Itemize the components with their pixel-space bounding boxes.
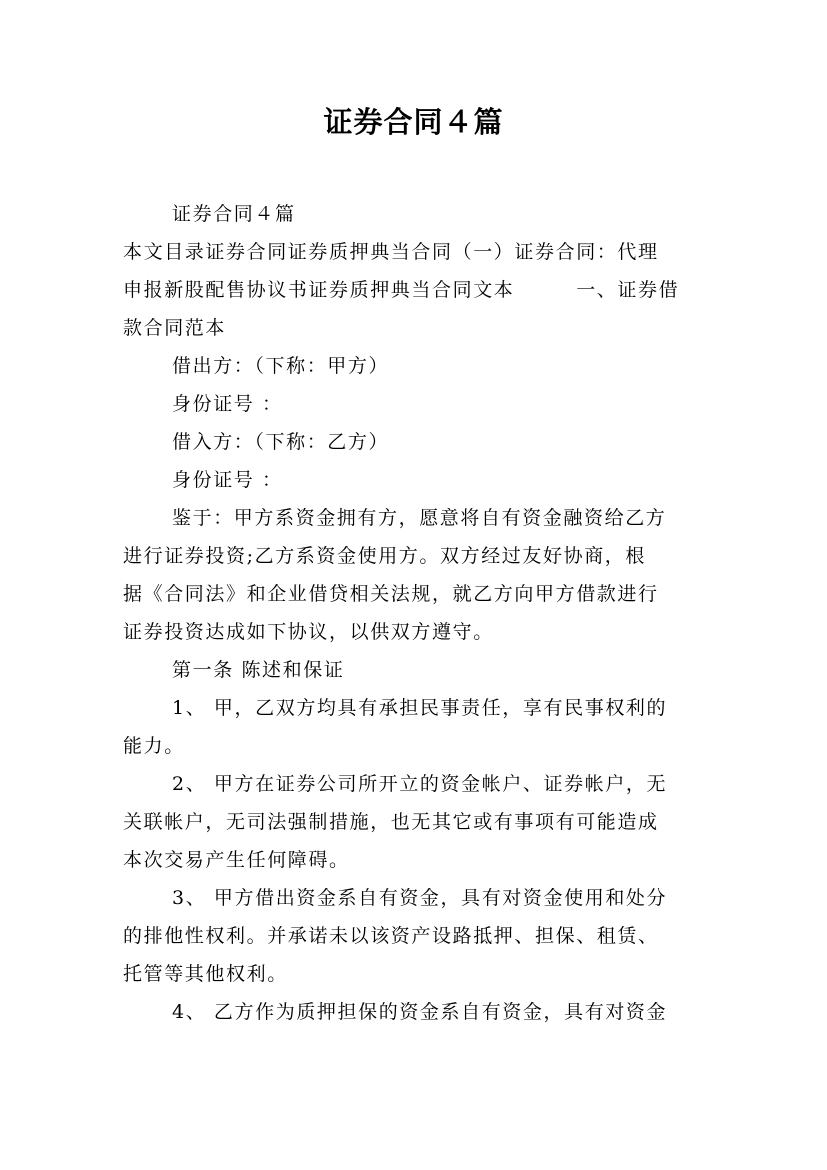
body-line: 托管等其他权利。	[123, 963, 288, 985]
document-title: 证券合同４篇	[323, 105, 504, 139]
body-line: 借入方：（下称：乙方）	[172, 431, 390, 453]
body-line: 申报新股配售协议书证券质押典当合同文本 一、证券借	[123, 279, 680, 301]
body-line: 2、 甲方在证券公司所开立的资金帐户、证券帐户，无	[172, 773, 668, 795]
body-line: 证券合同４篇	[172, 203, 296, 225]
body-line: 鉴于：甲方系资金拥有方，愿意将自有资金融资给乙方	[172, 507, 667, 529]
document-body	[123, 195, 708, 1031]
body-line: 1、 甲，乙双方均具有承担民事责任，享有民事权利的	[172, 697, 668, 719]
body-line: 3、 甲方借出资金系自有资金，具有对资金使用和处分	[172, 887, 668, 909]
body-line: 本次交易产生任何障碍。	[123, 849, 350, 871]
body-line: 第一条 陈述和保证	[172, 659, 345, 681]
body-line: 进行证券投资;乙方系资金使用方。双方经过友好协商，根	[123, 545, 647, 567]
body-line: 4、 乙方作为质押担保的资金系自有资金，具有对资金	[172, 1001, 668, 1023]
body-line: 能力。	[123, 735, 185, 757]
body-line: 关联帐户，无司法强制措施，也无其它或有事项有可能造成	[123, 811, 659, 833]
body-line: 据《合同法》和企业借贷相关法规，就乙方向甲方借款进行	[123, 583, 659, 605]
body-line: 的排他性权利。并承诺未以该资产设路抵押、担保、租赁、	[123, 925, 659, 947]
body-line: 本文目录证券合同证券质押典当合同（一）证券合同：代理	[123, 241, 659, 263]
body-line: 身份证号 ：	[172, 469, 283, 491]
body-line: 身份证号 ：	[172, 393, 283, 415]
body-line: 款合同范本	[123, 317, 227, 339]
body-line: 借出方：（下称：甲方）	[172, 355, 390, 377]
body-line: 证券投资达成如下协议，以供双方遵守。	[123, 621, 494, 643]
